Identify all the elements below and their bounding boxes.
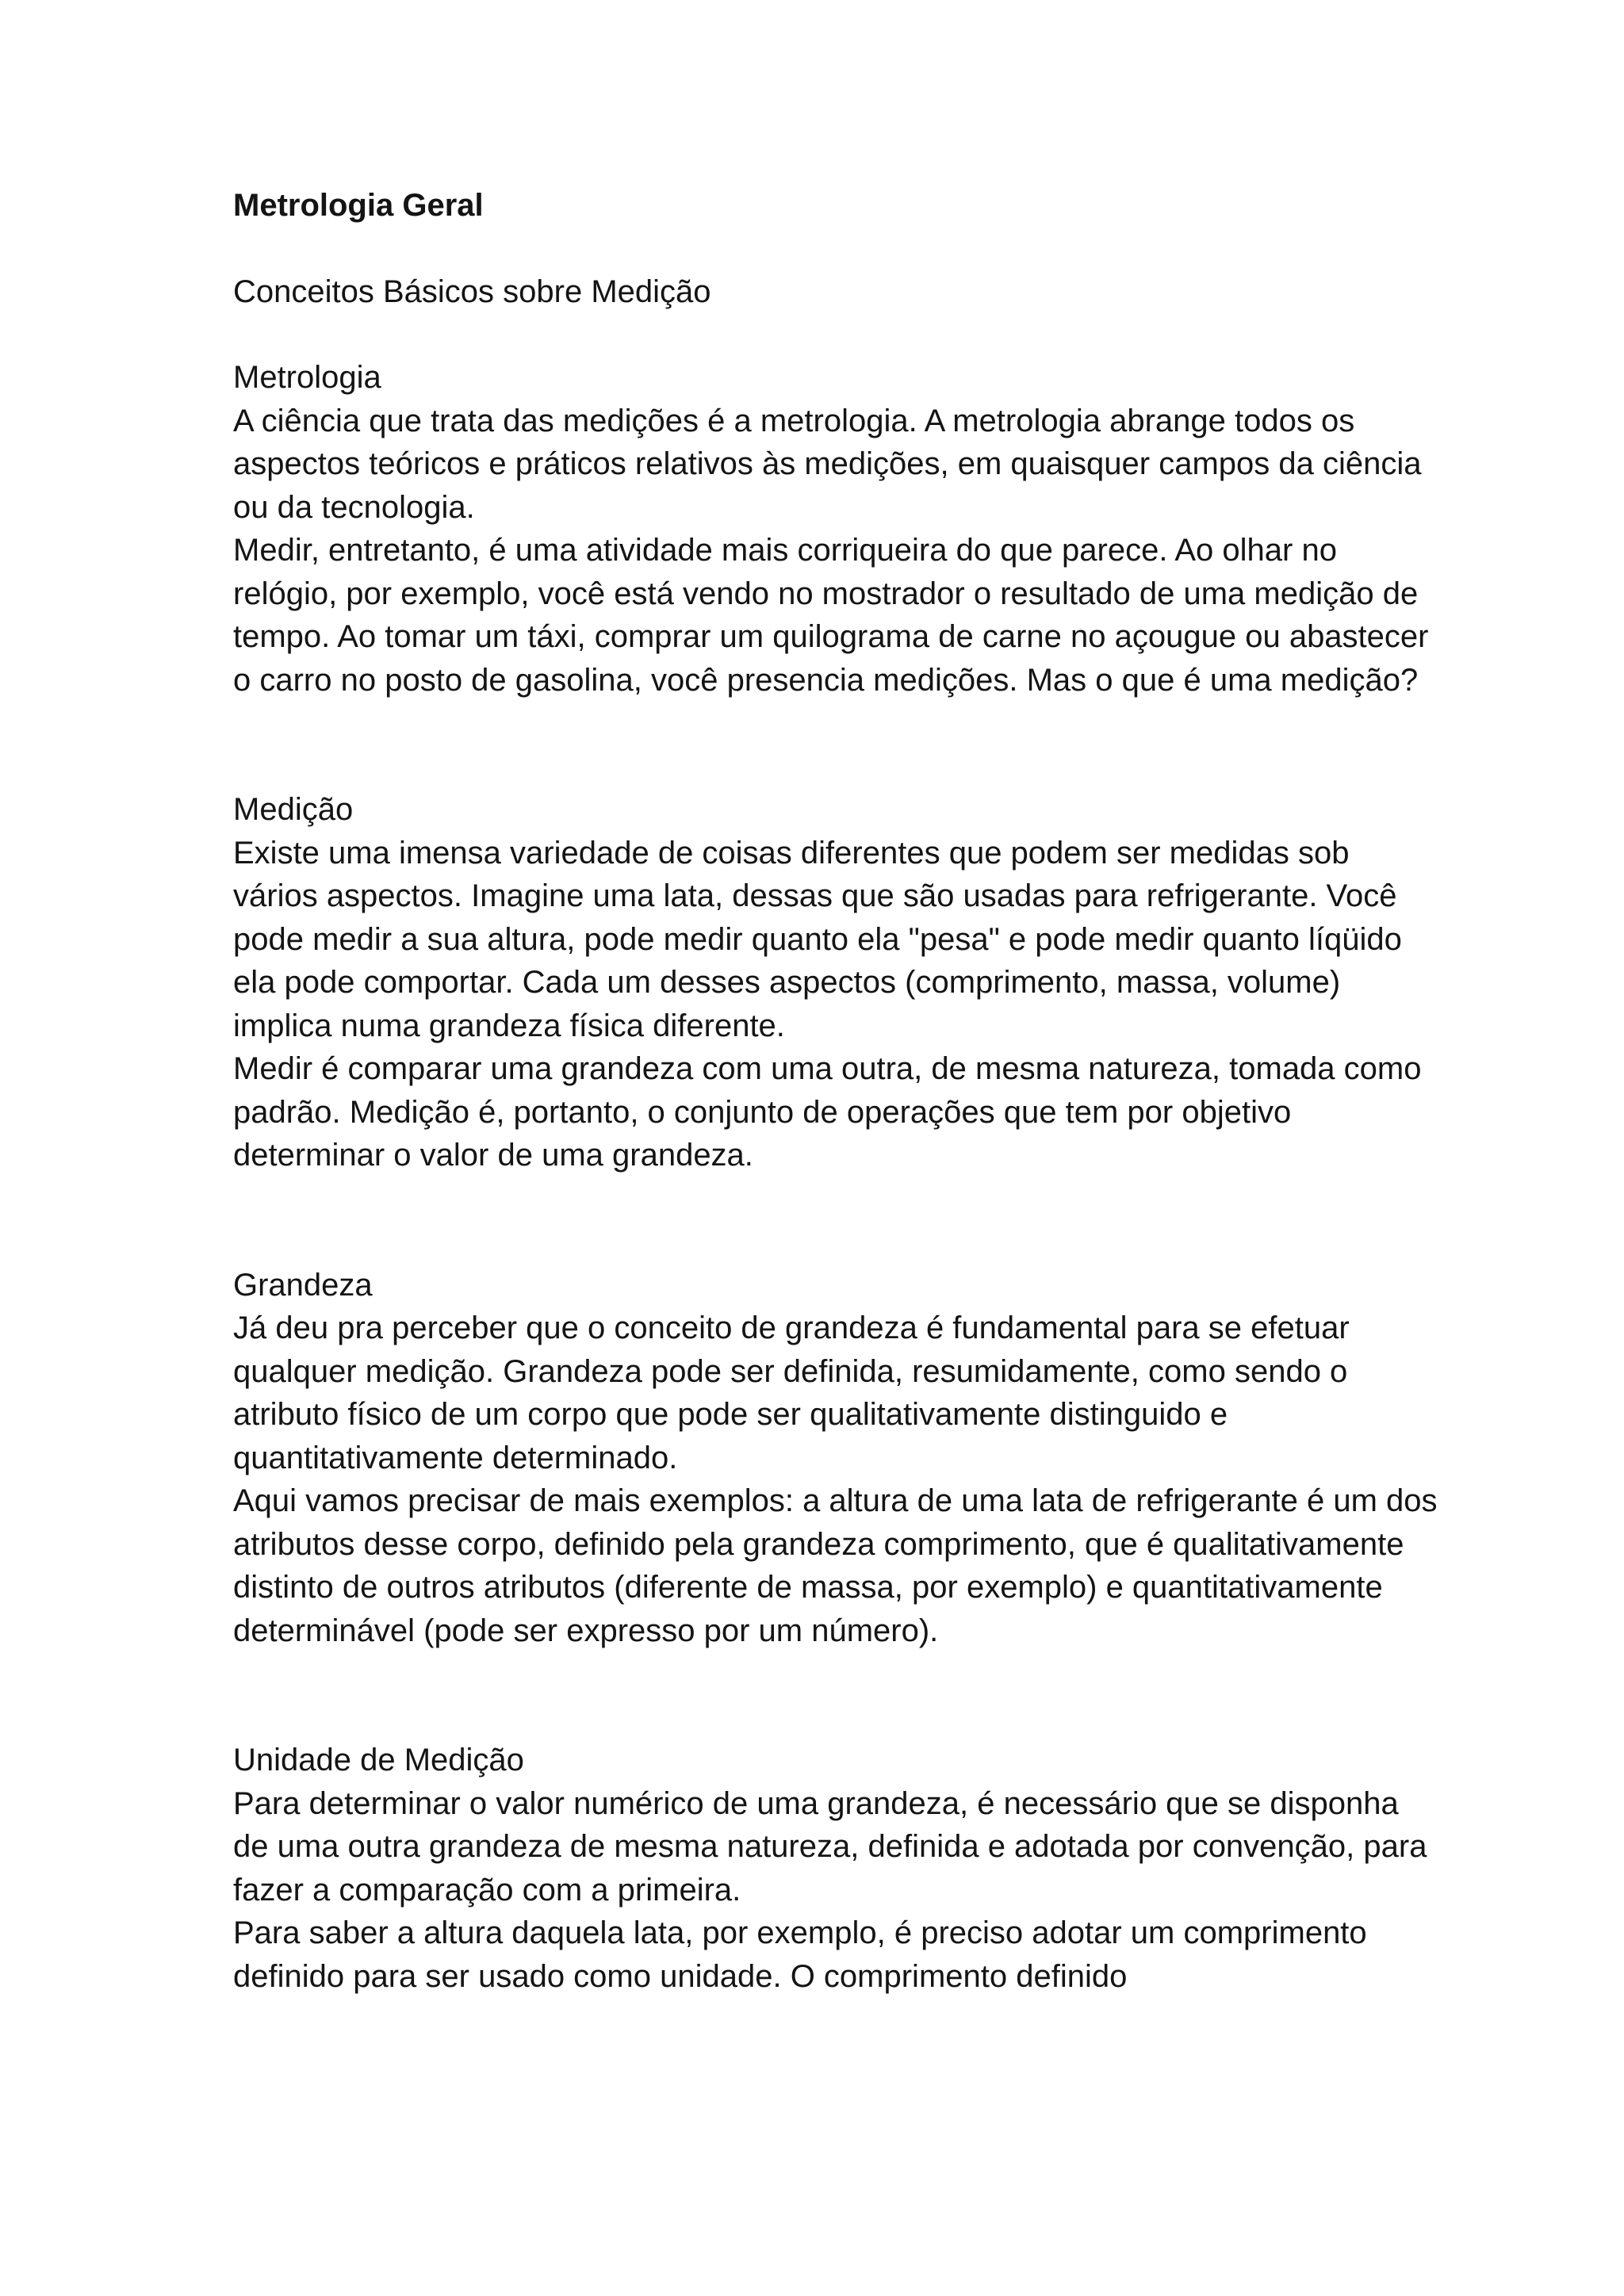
section-paragraph: Existe uma imensa variedade de coisas diferentes que podem ser medidas sob vários aspectos. Imagine uma lata, dessas que são usadas para refrigerante. Você pode medir a sua altura, pode medir quanto ela "pesa" e pode medir quanto líqüido ela pode comportar. Cada um desses aspectos (comprimento, massa, volume) implica numa grandeza física diferente.: [233, 835, 1402, 1043]
section-paragraph: Já deu pra perceber que o conceito de grandeza é fundamental para se efetuar qualquer medição. Grandeza pode ser definida, resumidamente, como sendo o atributo físico de um corpo que pode ser qualitativamente distinguido e quantitativamente determinado.: [233, 1311, 1350, 1475]
section-metrologia: [233, 356, 1438, 702]
section-heading: Grandeza: [233, 1267, 373, 1303]
section-heading: Unidade de Medição: [233, 1743, 524, 1777]
section-paragraph: Aqui vamos precisar de mais exemplos: a altura de uma lata de refrigerante é um dos atributos desse corpo, definido pela grandeza comprimento, que é qualitativamente distinto de outros atributos (diferente de massa, por exemplo) e quantitativamente determinável (pode ser expresso por um número).: [233, 1483, 1438, 1648]
section-grandeza: [233, 1264, 1438, 1653]
document-title: Metrologia Geral: [233, 188, 484, 223]
section-medicao: [233, 788, 1438, 1177]
section-paragraph: Medir é comparar uma grandeza com uma outra, de mesma natureza, tomada como padrão. Medição é, portanto, o conjunto de operações que tem por objetivo determinar o valor de uma grandeza.: [233, 1051, 1422, 1173]
section-paragraph: A ciência que trata das medições é a metrologia. A metrologia abrange todos os aspectos teóricos e práticos relativos às medições, em quaisquer campos da ciência ou da tecnologia.: [233, 403, 1422, 525]
section-paragraph: Para saber a altura daquela lata, por exemplo, é preciso adotar um comprimento definido para ser usado como unidade. O comprimento definido: [233, 1915, 1367, 1994]
document-subtitle: Conceitos Básicos sobre Medição: [233, 274, 711, 309]
section-paragraph: Medir, entretanto, é uma atividade mais corriqueira do que parece. Ao olhar no relógio, por exemplo, você está vendo no mostrador o resultado de uma medição de tempo. Ao tomar um táxi, comprar um quilograma de carne no açougue ou abastecer o carro no posto de gasolina, você presencia medições. Mas o que é uma medição?: [233, 533, 1429, 698]
document-body: [233, 184, 1438, 1998]
section-heading: Medição: [233, 792, 354, 827]
section-paragraph: Para determinar o valor numérico de uma grandeza, é necessário que se disponha de uma outra grandeza de mesma natureza, definida e adotada por convenção, para fazer a comparação com a primeira.: [233, 1785, 1427, 1908]
section-unidade-de-medicao: [233, 1739, 1438, 1998]
section-heading: Metrologia: [233, 360, 381, 395]
